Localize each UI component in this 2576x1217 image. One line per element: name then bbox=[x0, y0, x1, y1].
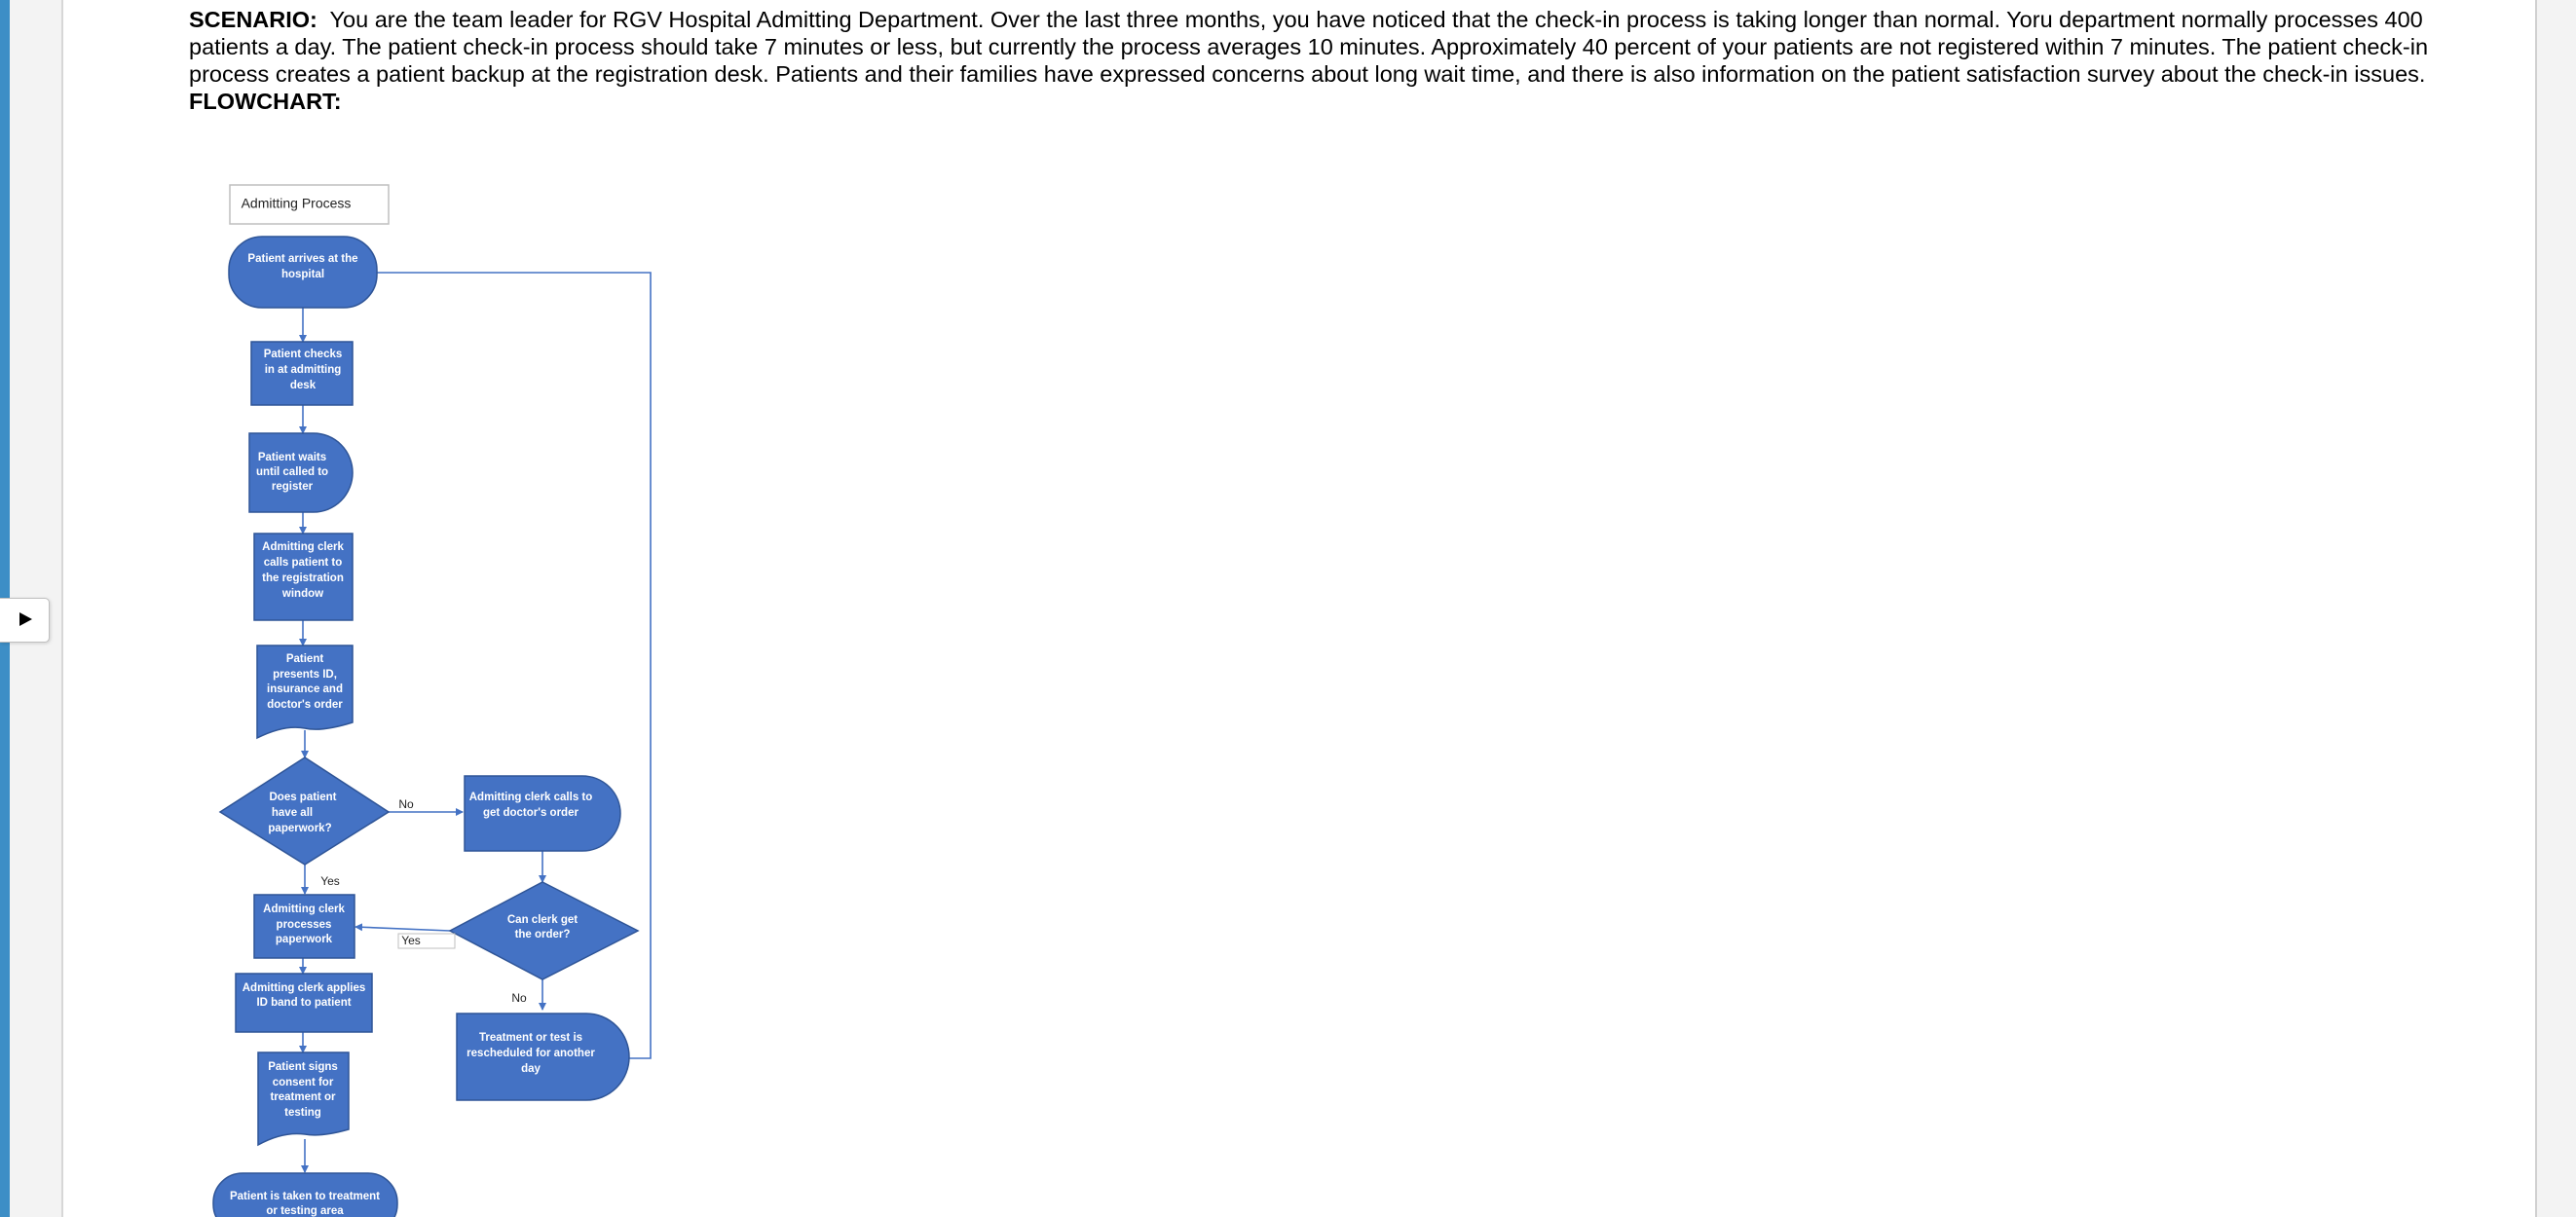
edge-label-yes: Yes bbox=[401, 934, 421, 948]
node-text: Can clerk get bbox=[506, 914, 579, 927]
node-clerk-calls-patient bbox=[254, 534, 353, 620]
node-text: ID band to patient bbox=[256, 997, 352, 1010]
node-text: day bbox=[521, 1063, 541, 1076]
node-patient-taken-to-treatment bbox=[213, 1173, 397, 1217]
flowchart-label: FLOWCHART: bbox=[189, 89, 342, 114]
node-text: paperwork bbox=[275, 934, 333, 946]
node-text: or testing area bbox=[266, 1205, 344, 1217]
scenario-label: SCENARIO: bbox=[189, 7, 317, 32]
node-clerk-processes-paperwork bbox=[254, 895, 355, 958]
node-text: Does patient bbox=[269, 792, 337, 804]
node-text: processes bbox=[276, 919, 332, 932]
scenario-text: You are the team leader for RGV Hospital Admitting Department. Over the last three months, you have noticed that the check-in process is taking longer than normal. Yoru department normally processes 400 patients a day. The patient check-in process should take 7 minutes or less, but currently the process averages 10 minutes. Approximately 40 percent of your patients are not registered within 7 minutes. The patient check-in process creates a patient backup at the registration desk. Patients and their families have expressed concerns about long wait time, and there is also information on the patient satisfaction survey about the check-in issues. bbox=[189, 7, 2429, 87]
node-paperwork-decision bbox=[220, 757, 389, 865]
node-text: have all bbox=[271, 807, 314, 820]
edge-label-yes: Yes bbox=[320, 874, 340, 889]
node-patient-signs-consent bbox=[258, 1052, 349, 1145]
node-text: Patient signs bbox=[268, 1061, 338, 1074]
node-text: Admitting clerk applies bbox=[242, 982, 366, 995]
node-text: Admitting clerk bbox=[262, 541, 344, 554]
node-patient-presents-id bbox=[257, 645, 353, 738]
node-text: insurance and bbox=[267, 683, 343, 696]
node-clerk-calls-doctor bbox=[465, 776, 620, 851]
flowchart-title-box bbox=[230, 185, 389, 224]
node-text: hospital bbox=[280, 269, 325, 281]
node-text: rescheduled for another bbox=[467, 1048, 595, 1060]
node-text: Patient arrives at the bbox=[247, 253, 358, 266]
node-treatment-rescheduled bbox=[457, 1014, 629, 1100]
node-text: paperwork? bbox=[268, 823, 332, 835]
node-patient-arrives bbox=[229, 237, 377, 308]
node-text: Patient is taken to treatment bbox=[229, 1191, 381, 1203]
node-text: calls patient to bbox=[263, 557, 343, 570]
node-text: testing bbox=[284, 1107, 321, 1120]
node-text: doctor's order bbox=[267, 699, 343, 712]
node-text: consent for bbox=[272, 1077, 334, 1089]
node-text: the order? bbox=[514, 929, 571, 941]
node-text: Admitting clerk calls to bbox=[468, 792, 593, 804]
edge-label-no: No bbox=[511, 991, 527, 1006]
node-text: window bbox=[281, 588, 324, 601]
node-clerk-applies-id-band bbox=[236, 974, 372, 1032]
node-text: get doctor's order bbox=[483, 807, 579, 820]
edge-label-no: No bbox=[398, 797, 414, 812]
node-text: Patient bbox=[285, 653, 324, 666]
node-text: desk bbox=[289, 380, 317, 392]
node-text: in at admitting bbox=[264, 364, 342, 377]
node-text: treatment or bbox=[270, 1091, 336, 1104]
node-order-decision bbox=[450, 882, 638, 979]
node-text: until called to bbox=[255, 466, 329, 479]
node-text: Admitting clerk bbox=[263, 904, 345, 916]
node-text: the registration bbox=[262, 572, 344, 585]
connector-order-yes bbox=[355, 927, 450, 931]
node-text: Patient checks bbox=[263, 349, 343, 361]
node-text: Treatment or test is bbox=[478, 1032, 583, 1045]
node-patient-waits bbox=[249, 433, 353, 512]
node-patient-checks-in bbox=[251, 342, 353, 405]
node-text: presents ID, bbox=[273, 669, 337, 682]
flowchart-title: Admitting Process bbox=[241, 195, 352, 211]
node-text: register bbox=[271, 481, 314, 494]
node-text: Patient waits bbox=[257, 452, 327, 464]
